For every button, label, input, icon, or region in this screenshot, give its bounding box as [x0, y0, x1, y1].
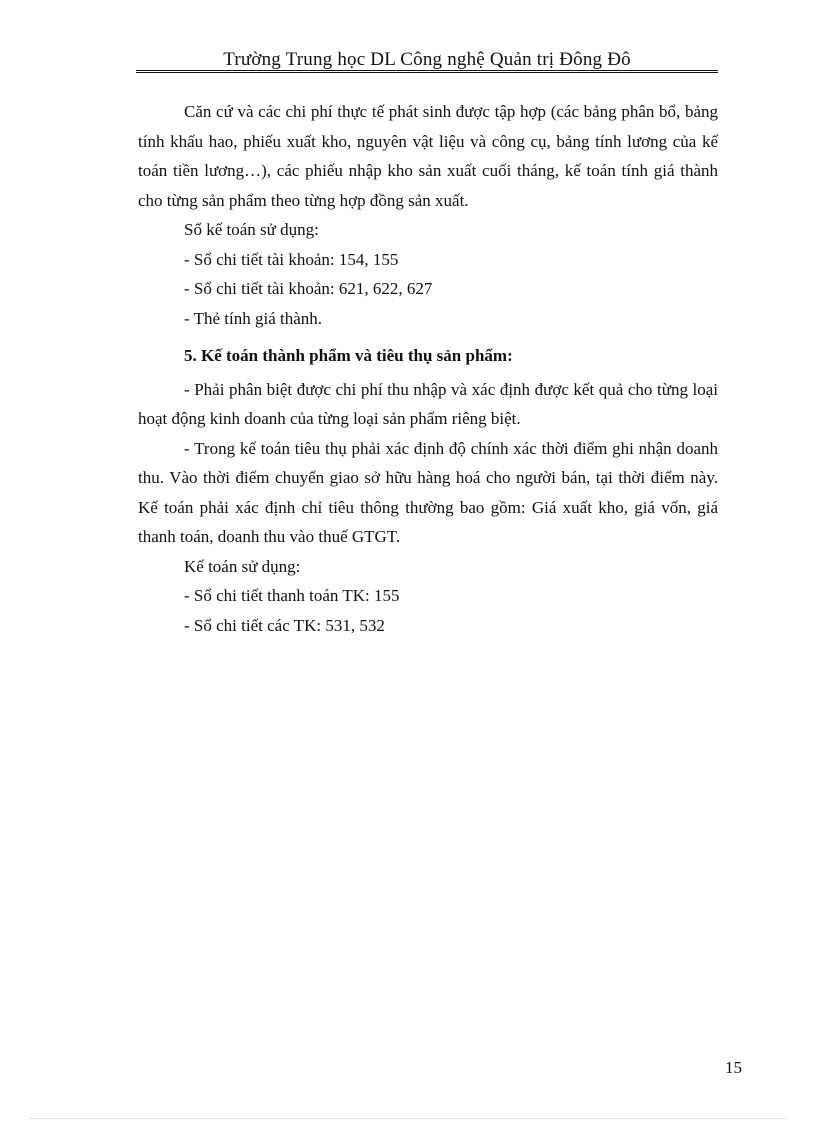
list-item: - Thẻ tính giá thành. [184, 308, 323, 328]
page-header-title: Trường Trung học DL Công nghệ Quản trị Đông Đô [223, 49, 631, 70]
header-rule [136, 70, 718, 73]
paragraph-income-distinction: - Phải phân biệt được chi phí thu nhập và xác định được kết quả cho từng loại hoạt động kinh doanh của từng loại sản phẩm riêng biệt. [138, 379, 718, 428]
use-label: Kế toán sử dụng: [184, 556, 301, 576]
paragraph-revenue-recognition: - Trong kế toán tiêu thụ phải xác định độ chính xác thời điểm ghi nhận doanh thu. Vào thời điểm chuyển giao sở hữu hàng hoá cho người bán, tại thời điểm này. Kế toán phải xác định chỉ tiêu thông thường bao gồm: Giá xuất kho, giá vốn, giá thanh toán, doanh thu vào thuế GTGT. [138, 438, 718, 546]
body-text [138, 97, 718, 640]
list-item: - Sổ chi tiết các TK: 531, 532 [184, 615, 385, 635]
books-label: Sổ kế toán sử dụng: [184, 220, 319, 239]
bottom-divider [30, 1118, 786, 1119]
paragraph-cost-calculation: Căn cứ và các chi phí thực tế phát sinh được tập hợp (các bảng phân bổ, bảng tính khấu hao, phiếu xuất kho, nguyên vật liệu và công cụ, bảng tính lương của kế toán tiền lương…), các phiếu nhập kho sản xuất cuối tháng, kế toán tính giá thành cho từng sản phẩm theo từng hợp đồng sản xuất. [138, 102, 718, 210]
section-heading: 5. Kế toán thành phẩm và tiêu thụ sản phẩm: [184, 346, 513, 365]
list-item: - Sổ chi tiết tài khoản: 154, 155 [184, 249, 399, 269]
list-item: - Sổ chi tiết tài khoản: 621, 622, 627 [184, 279, 433, 298]
list-item: - Sổ chi tiết thanh toán TK: 155 [184, 586, 400, 605]
page-number: 15 [725, 1058, 742, 1077]
